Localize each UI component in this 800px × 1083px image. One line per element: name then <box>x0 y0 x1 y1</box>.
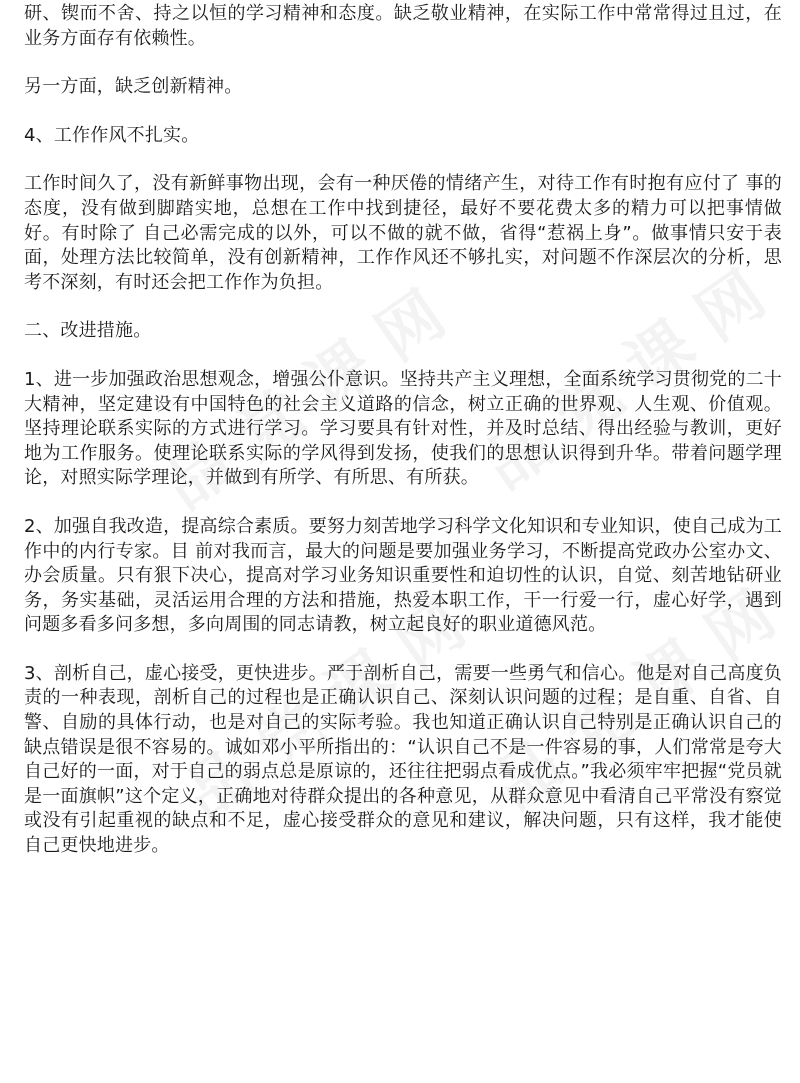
document-body <box>24 0 782 859</box>
paragraph-continuation: 研、锲而不舍、持之以恒的学习精神和态度。缺乏敬业精神，在实际工作中常常得过且过，在业务方面存有依赖性。 <box>24 3 782 49</box>
paragraph-measure-1: 1、进一步加强政治思想观念，增强公仆意识。坚持共产主义理想，全面系统学习贯彻党的二十大精神，坚定建设有中国特色的社会主义道路的信念，树立正确的世界观、人生观、价值观。坚持理论联系实际的方式进行学习。学习要具有针对性，并及时总结、得出经验与教训，更好地为工作服务。使理论联系实际的学风得到发扬，使我们的思想认识得到升华。带着问题学理论，对照实际学理论，并做到有所学、有所思、有所获。 <box>24 368 782 489</box>
paragraph-work-style: 工作时间久了，没有新鲜事物出现，会有一种厌倦的情绪产生，对待工作有时抱有应付了 事的态度，没有做到脚踏实地，总想在工作中找到捷径，最好不要花费太多的精力可以把事情做好。有时除了 自己必需完成的以外，可以不做的就不做，省得“惹祸上身”。做事情只安于表面，处理方法比较简单，没有创新精神，工作作风还不够扎实，对问题不作深层次的分析，思考不深刻，有时还会把工作作为负担。 <box>24 173 782 293</box>
paragraph-innovation: 另一方面，缺乏创新精神。 <box>24 76 243 98</box>
paragraph-measure-2: 2、加强自我改造，提高综合素质。要努力刻苦地学习科学文化知识和专业知识，使自己成为工作中的内行专家。目 前对我而言，最大的问题是要加强业务学习，不断提高党政办公室办文、办会质量。只有狠下决心，提高对学习业务知识重要性和迫切性的认识，自觉、刻苦地钻研业务，务实基础，灵活运用合理的方法和措施，热爱本职工作，干一行爱一行，虚心好学，遇到问题多看多问多想，多向周围的同志请教，树立起良好的职业道德风范。 <box>24 515 782 636</box>
heading-improvement-measures: 二、改进措施。 <box>24 320 152 342</box>
paragraph-measure-3: 3、剖析自己，虚心接受，更快进步。严于剖析自己，需要一些勇气和信心。他是对自己高度负责的一种表现，剖析自己的过程也是正确认识自己、深刻认识问题的过程；是自重、自省、自警、自励的具体行动，也是对自己的实际考验。我也知道正确认识自己特别是正确认识自己的缺点错误是很不容易的。诚如邓小平所指出的：“认识自己不是一件容易的事，人们常常是夸大自己好的一面，对于自己的弱点总是原谅的，还往往把弱点看成优点。”我必须牢牢把握“党员就是一面旗帜”这个定义，正确地对待群众提出的各种意见，从群众意见中看清自己平常没有察觉或没有引起重视的缺点和不足，虚心接受群众的意见和建议，解决问题，只有这样，我才能使自己更快地进步。 <box>24 662 782 857</box>
heading-work-style: 4、工作作风不扎实。 <box>24 124 200 146</box>
